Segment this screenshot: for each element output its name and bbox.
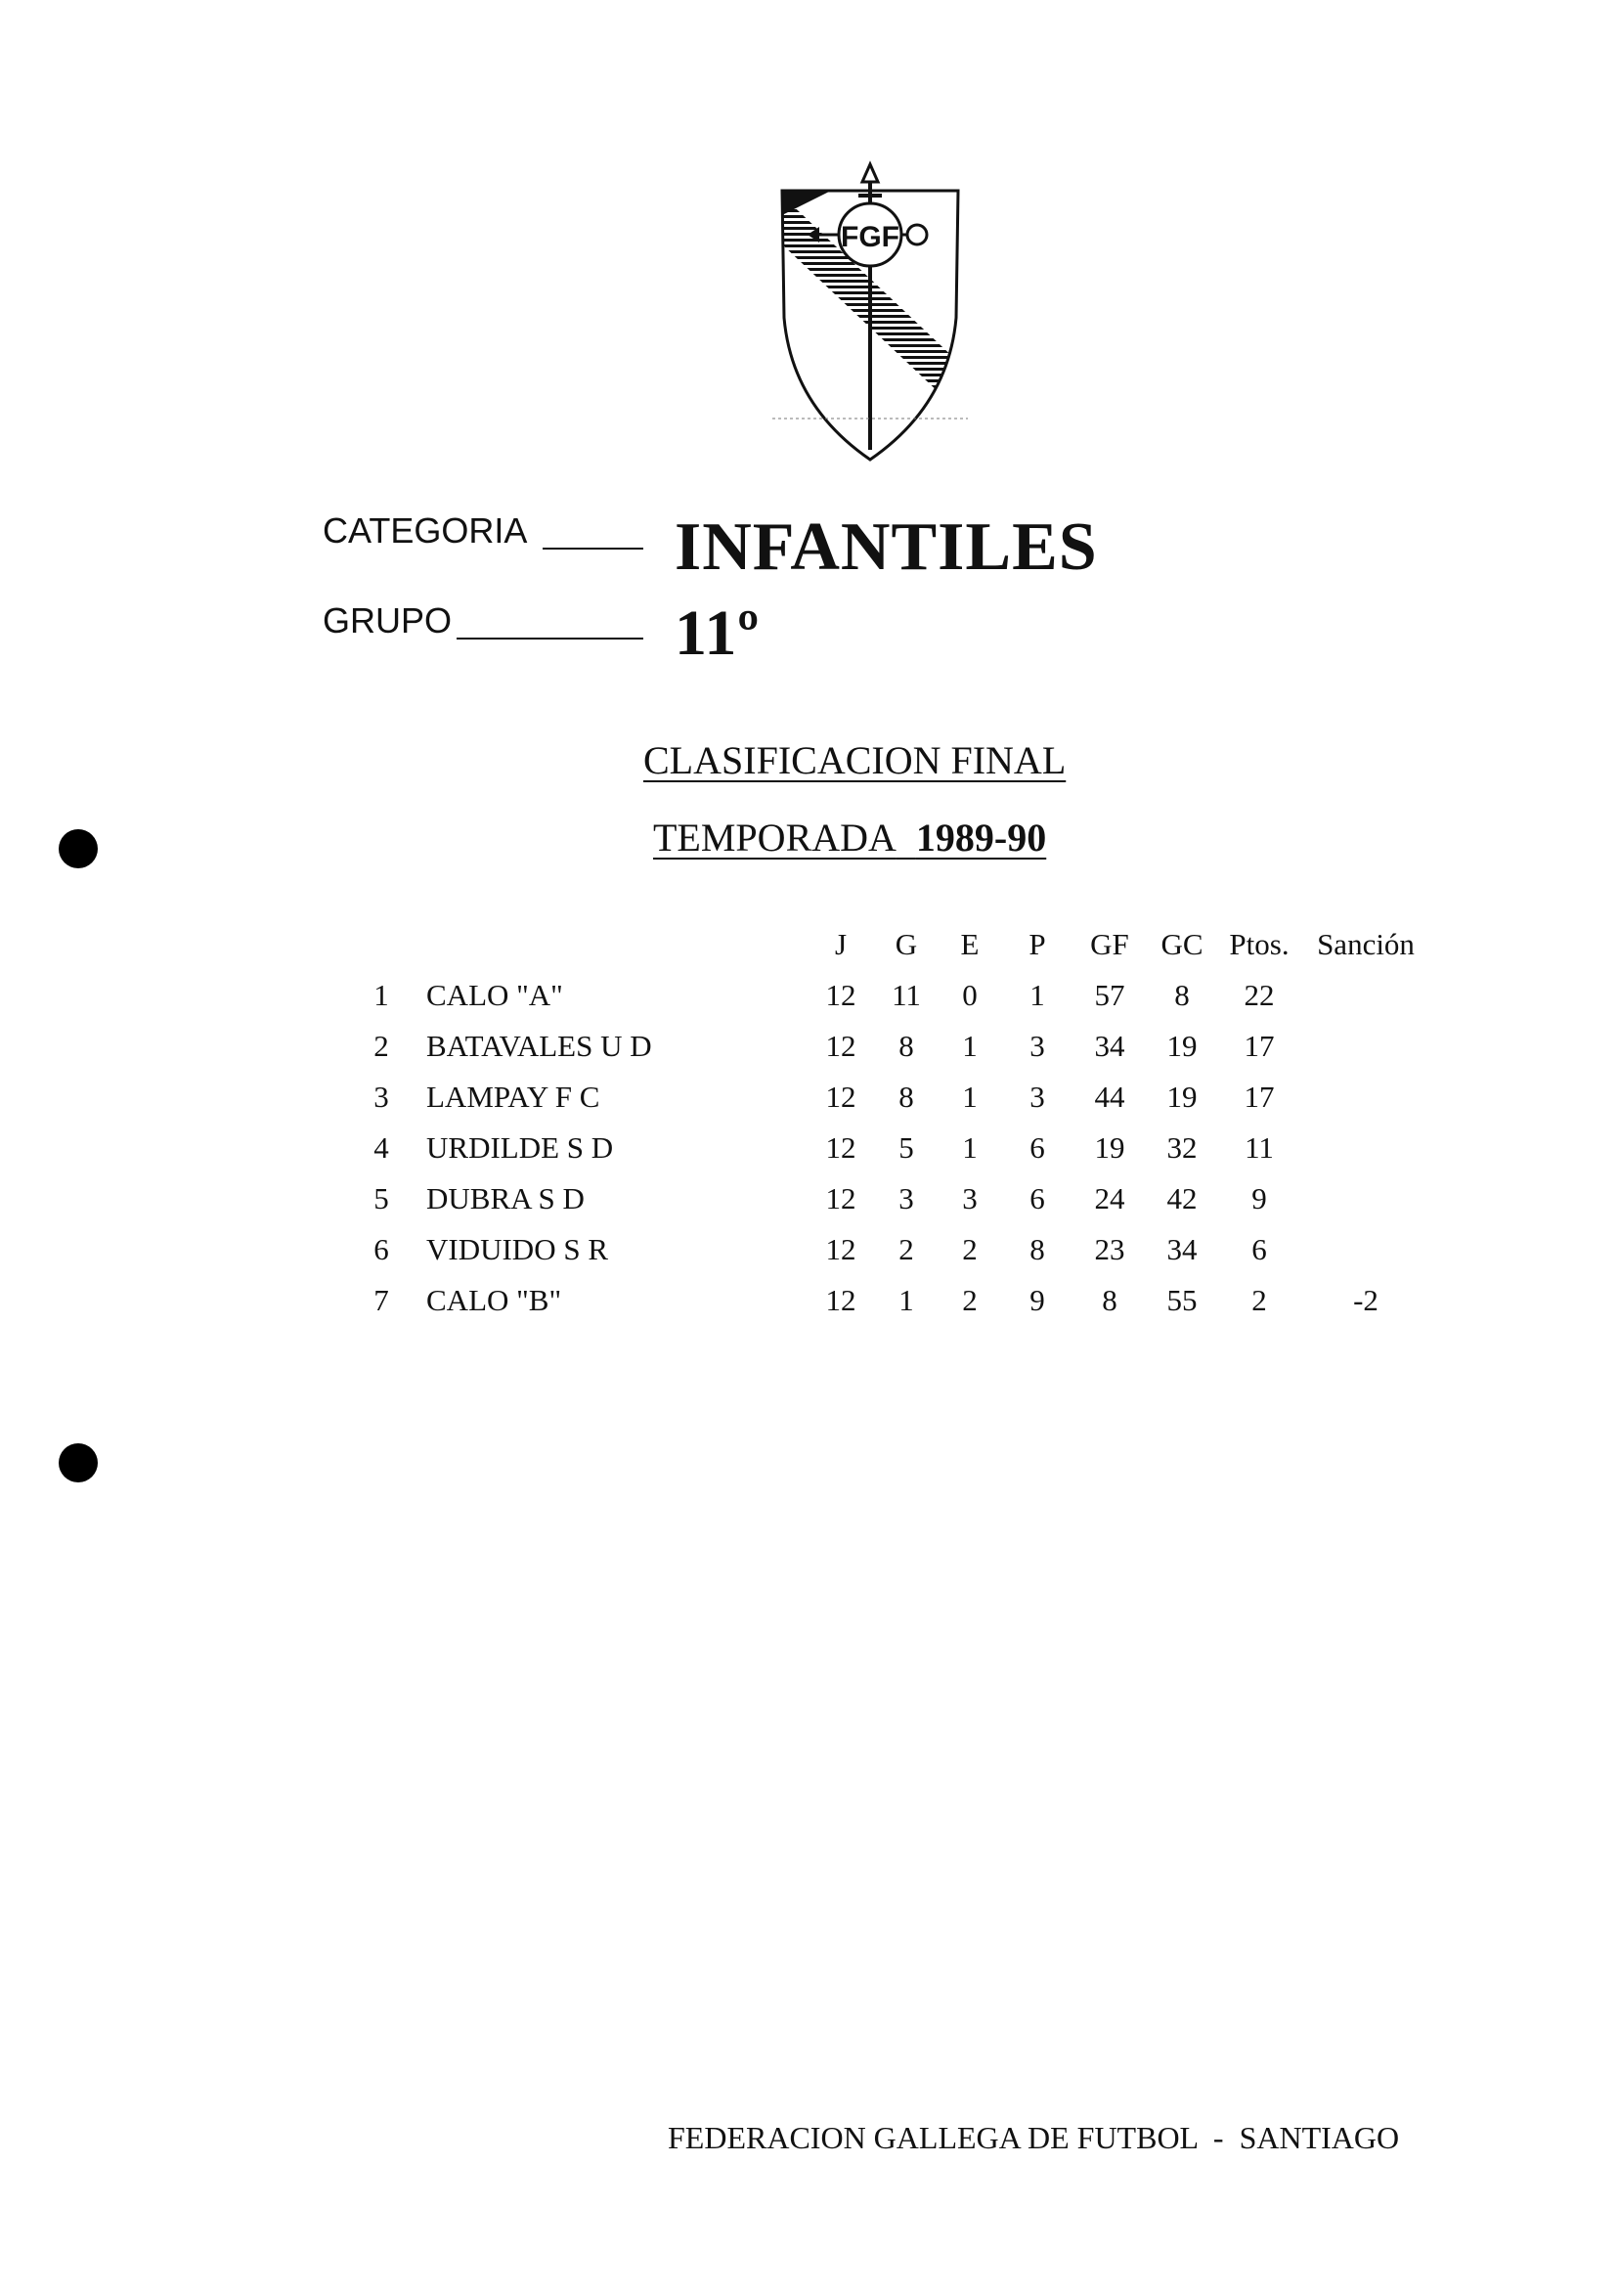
cell-gc: 55 — [1166, 1283, 1198, 1317]
punch-hole — [59, 829, 98, 868]
federation-crest-icon — [772, 156, 968, 467]
categoria-rule — [543, 548, 643, 550]
cell-g: 1 — [898, 1283, 914, 1317]
table-row — [352, 1275, 1431, 1326]
grupo-label: GRUPO — [323, 600, 453, 640]
cell-gf: 34 — [1094, 1029, 1125, 1063]
footer-text: FEDERACION GALLEGA DE FUTBOL - SANTIAGO — [668, 2120, 1400, 2155]
temporada-label: TEMPORADA — [653, 816, 897, 860]
cell-pos: 4 — [373, 1130, 389, 1165]
cell-j: 12 — [825, 978, 856, 1012]
cell-e: 1 — [962, 1130, 978, 1165]
cell-pos: 1 — [373, 978, 389, 1012]
cell-pts: 17 — [1244, 1029, 1275, 1063]
cell-gf: 23 — [1094, 1232, 1125, 1266]
cell-team: URDILDE S D — [426, 1130, 614, 1165]
table-row — [352, 1072, 1431, 1123]
cell-p: 8 — [1029, 1232, 1045, 1266]
cell-j: 12 — [825, 1130, 856, 1165]
cell-pts: 17 — [1244, 1080, 1275, 1114]
cell-pos: 7 — [373, 1283, 389, 1317]
cell-sancion — [1300, 1021, 1431, 1072]
cell-g: 5 — [898, 1130, 914, 1165]
col-header: GC — [1160, 927, 1203, 961]
cell-gf: 57 — [1094, 978, 1125, 1012]
cell-gc: 42 — [1166, 1181, 1198, 1215]
cell-j: 12 — [825, 1232, 856, 1266]
cell-e: 1 — [962, 1080, 978, 1114]
col-header: E — [960, 927, 980, 961]
cell-gc: 19 — [1166, 1029, 1198, 1063]
header-pos — [352, 919, 411, 970]
cell-gf: 8 — [1102, 1283, 1117, 1317]
col-header: P — [1028, 927, 1046, 961]
cell-e: 1 — [962, 1029, 978, 1063]
col-header: Ptos. — [1229, 927, 1290, 961]
cell-gc: 32 — [1166, 1130, 1198, 1165]
cell-g: 11 — [892, 978, 921, 1012]
cell-pos: 6 — [373, 1232, 389, 1266]
cell-p: 9 — [1029, 1283, 1045, 1317]
cell-gf: 24 — [1094, 1181, 1125, 1215]
col-header: G — [895, 927, 918, 961]
cell-pts: 11 — [1245, 1130, 1274, 1165]
cell-sancion — [1300, 1173, 1431, 1224]
cell-pos: 3 — [373, 1080, 389, 1114]
categoria-label: CATEGORIA — [323, 510, 528, 551]
cell-g: 3 — [898, 1181, 914, 1215]
cell-j: 12 — [825, 1029, 856, 1063]
cell-p: 6 — [1029, 1181, 1045, 1215]
cell-team: CALO "B" — [426, 1283, 562, 1317]
cell-team: CALO "A" — [426, 978, 563, 1012]
cell-p: 1 — [1029, 978, 1045, 1012]
cell-e: 2 — [962, 1283, 978, 1317]
cell-sancion — [1300, 970, 1431, 1021]
grupo-rule — [457, 638, 643, 640]
table-row — [352, 970, 1431, 1021]
table-row — [352, 1123, 1431, 1173]
cell-pos: 5 — [373, 1181, 389, 1215]
grupo-value: 11º — [675, 597, 761, 669]
cell-sancion — [1300, 1123, 1431, 1173]
cell-p: 3 — [1029, 1080, 1045, 1114]
cell-sancion — [1300, 1224, 1431, 1275]
cell-sancion: -2 — [1353, 1283, 1378, 1317]
cell-j: 12 — [825, 1181, 856, 1215]
season-value: 1989-90 — [915, 816, 1047, 860]
cell-sancion — [1300, 1072, 1431, 1123]
temporada-gap — [897, 816, 916, 860]
col-header: GF — [1090, 927, 1129, 961]
clasificacion-title: CLASIFICACION FINAL — [643, 738, 1067, 782]
cell-gc: 19 — [1166, 1080, 1198, 1114]
cell-gc: 8 — [1174, 978, 1190, 1012]
cell-team: LAMPAY F C — [426, 1080, 600, 1114]
cell-e: 2 — [962, 1232, 978, 1266]
cell-j: 12 — [825, 1283, 856, 1317]
categoria-value: INFANTILES — [675, 509, 1098, 585]
cell-pts: 22 — [1244, 978, 1275, 1012]
cell-p: 6 — [1029, 1130, 1045, 1165]
cell-team: BATAVALES U D — [426, 1029, 652, 1063]
cell-e: 3 — [962, 1181, 978, 1215]
cell-e: 0 — [962, 978, 978, 1012]
cell-gc: 34 — [1166, 1232, 1198, 1266]
cell-team: DUBRA S D — [426, 1181, 585, 1215]
table-row — [352, 1224, 1431, 1275]
cell-p: 3 — [1029, 1029, 1045, 1063]
svg-text:FGF: FGF — [841, 221, 899, 253]
table-row — [352, 1021, 1431, 1072]
cell-pts: 2 — [1251, 1283, 1267, 1317]
cell-gf: 44 — [1094, 1080, 1125, 1114]
table-row — [352, 1173, 1431, 1224]
cell-g: 8 — [898, 1080, 914, 1114]
cell-pts: 6 — [1251, 1232, 1267, 1266]
standings-table — [352, 919, 1431, 1326]
cell-g: 8 — [898, 1029, 914, 1063]
col-header: J — [834, 927, 848, 961]
temporada-heading — [653, 815, 1046, 861]
punch-hole — [59, 1443, 98, 1482]
header-team — [411, 919, 808, 970]
cell-gf: 19 — [1094, 1130, 1125, 1165]
cell-j: 12 — [825, 1080, 856, 1114]
cell-team: VIDUIDO S R — [426, 1232, 608, 1266]
table-header-row — [352, 919, 1431, 970]
cell-g: 2 — [898, 1232, 914, 1266]
cell-pos: 2 — [373, 1029, 389, 1063]
cell-pts: 9 — [1251, 1181, 1267, 1215]
col-header: Sanción — [1317, 927, 1415, 961]
